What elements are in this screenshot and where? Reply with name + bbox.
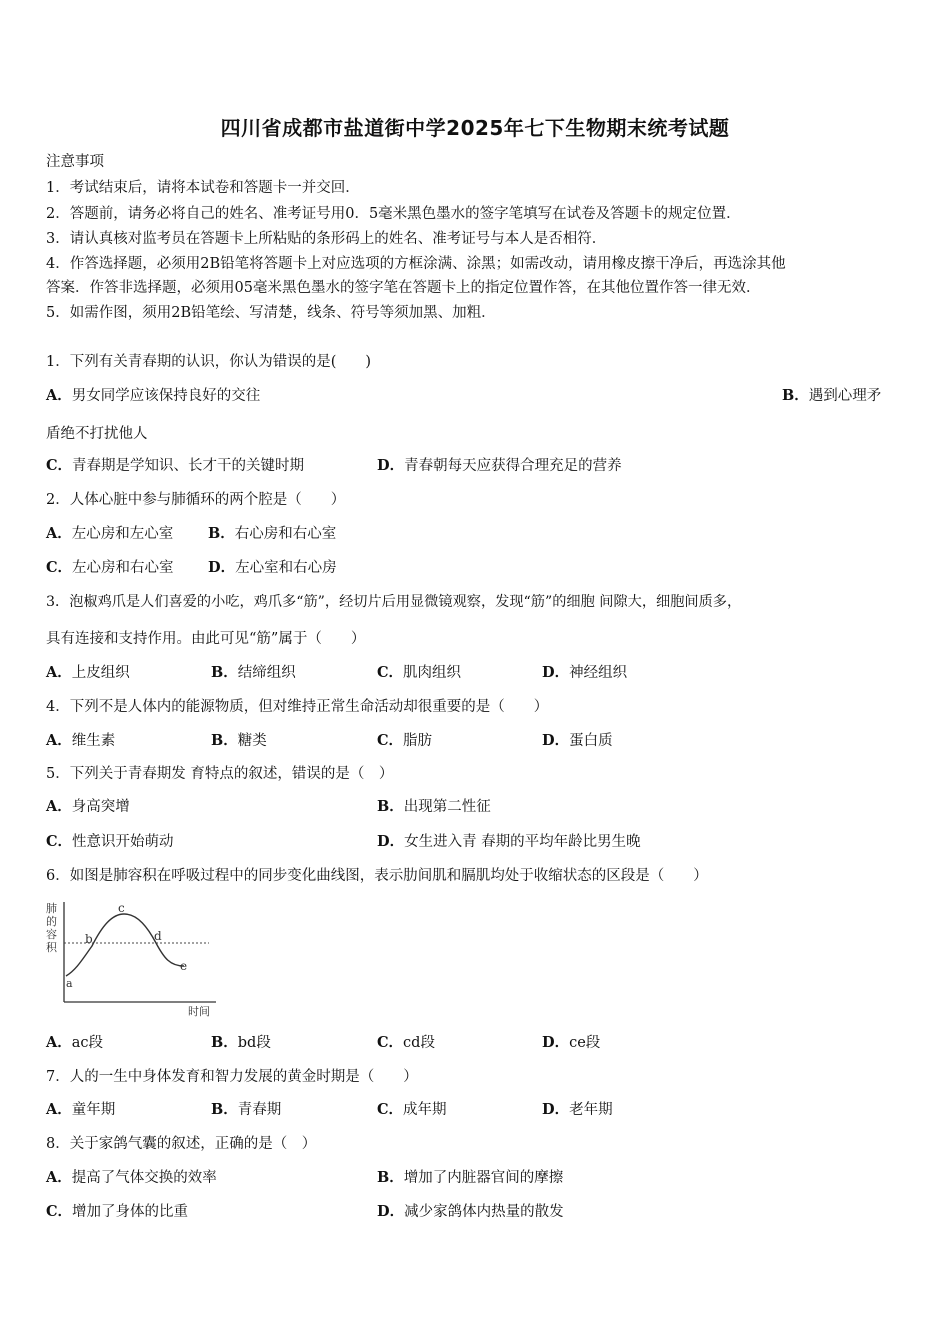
question-stem: 1．下列有关青春期的认识，你认为错误的是( ) — [46, 354, 372, 370]
notice-item: 2．答题前，请务必将自己的姓名、准考证号用0．5毫米黑色墨水的签字笔填写在试卷及答题卡的规定位置． — [46, 206, 741, 222]
figure-point-label: b — [85, 932, 93, 946]
option-c: C．脂肪 — [377, 732, 433, 749]
option-b: B．右心房和右心室 — [208, 525, 337, 542]
figure-xlabel: 时间 — [188, 1005, 210, 1018]
question-stem: 4．下列不是人体内的能源物质，但对维持正常生命活动却很重要的是（ ） — [46, 699, 549, 715]
option-b: B．遇到心理矛 — [782, 387, 882, 404]
notice-item: 1．考试结束后，请将本试卷和答题卡一并交回． — [46, 180, 360, 196]
option-b: B．青春期 — [211, 1101, 282, 1118]
option-a: A．男女同学应该保持良好的交往 — [46, 387, 261, 404]
figure-point-label: c — [118, 901, 125, 915]
notice-item: 答案．作答非选择题，必须用05毫米黑色墨水的签字笔在答题卡上的指定位置作答，在其他位置作答一律无效． — [46, 280, 761, 296]
option-c: C．成年期 — [377, 1101, 447, 1118]
question-stem: 6．如图是肺容积在呼吸过程中的同步变化曲线图，表示肋间肌和膈肌均处于收缩状态的区段是（ ） — [46, 868, 708, 884]
option-d: D．左心室和右心房 — [208, 559, 337, 576]
figure-ylabel-char: 积 — [46, 941, 57, 954]
question-stem: 5．下列关于青春期发 育特点的叙述，错误的是（ ） — [46, 766, 394, 782]
figure-curve — [66, 914, 184, 976]
page-title: 四川省成都市盐道街中学2025年七下生物期末统考试题 — [220, 116, 730, 140]
option-d: D．神经组织 — [542, 664, 628, 681]
notice-item: 3．请认真核对监考员在答题卡上所粘贴的条形码上的姓名、准考证号与本人是否相符． — [46, 231, 607, 247]
option-c: C．青春期是学知识、长才干的关键时期 — [46, 457, 305, 474]
figure-point-label: a — [66, 977, 73, 990]
figure-ylabel-char: 肺 — [46, 902, 57, 915]
option-c: C．左心房和右心室 — [46, 559, 174, 576]
figure-point-label: e — [180, 959, 188, 973]
option-d: D．老年期 — [542, 1101, 613, 1118]
option-a: A．ac段 — [46, 1034, 104, 1051]
option-a: A．身高突增 — [46, 798, 130, 815]
option-b: B．结缔组织 — [211, 664, 296, 681]
question-stem: 3．泡椒鸡爪是人们喜爱的小吃，鸡爪多“筋”，经切片后用显微镜观察，发现“筋”的细胞 间隙大，细胞间质多， — [46, 594, 742, 610]
notice-item: 4．作答选择题，必须用2B铅笔将答题卡上对应选项的方框涂满、涂黑；如需改动，请用橡皮擦干净后，再选涂其他 — [46, 256, 786, 272]
option-a: A．左心房和左心室 — [46, 525, 174, 542]
lung-volume-figure — [44, 898, 224, 1018]
figure-ylabel-char: 的 — [46, 915, 57, 928]
option-a: A．童年期 — [46, 1101, 116, 1118]
option-d: D．女生进入青 春期的平均年龄比男生晚 — [377, 833, 641, 850]
option-c: C．性意识开始萌动 — [46, 833, 174, 850]
question-stem: 2．人体心脏中参与肺循环的两个腔是（ ） — [46, 492, 346, 508]
option-a: A．上皮组织 — [46, 664, 130, 681]
option-d: D．减少家鸽体内热量的散发 — [377, 1203, 564, 1220]
option-a: A．提高了气体交换的效率 — [46, 1169, 217, 1186]
option-b-continued: 盾绝不打扰他人 — [46, 426, 148, 442]
question-stem-continued: 具有连接和支持作用。由此可见“筋”属于（ ） — [46, 631, 366, 647]
option-c: C．肌肉组织 — [377, 664, 462, 681]
notice-heading: 注意事项 — [46, 154, 104, 170]
figure-point-label: d — [154, 929, 162, 943]
option-c: C．cd段 — [377, 1034, 435, 1051]
option-b: B．增加了内脏器官间的摩擦 — [377, 1169, 564, 1186]
option-d: D．ce段 — [542, 1034, 601, 1051]
question-stem: 8．关于家鸽气囊的叙述，正确的是（ ） — [46, 1136, 317, 1152]
option-d: D．青春朝每天应获得合理充足的营养 — [377, 457, 622, 474]
notice-item: 5．如需作图，须用2B铅笔绘、写清楚，线条、符号等须加黑、加粗． — [46, 305, 496, 321]
option-b: B．出现第二性征 — [377, 798, 491, 815]
option-d: D．蛋白质 — [542, 732, 613, 749]
option-b: B．糖类 — [211, 732, 267, 749]
figure-ylabel-char: 容 — [46, 928, 57, 941]
option-a: A．维生素 — [46, 732, 116, 749]
question-stem: 7．人的一生中身体发育和智力发展的黄金时期是（ ） — [46, 1069, 418, 1085]
option-b: B．bd段 — [211, 1034, 271, 1051]
option-c: C．增加了身体的比重 — [46, 1203, 189, 1220]
